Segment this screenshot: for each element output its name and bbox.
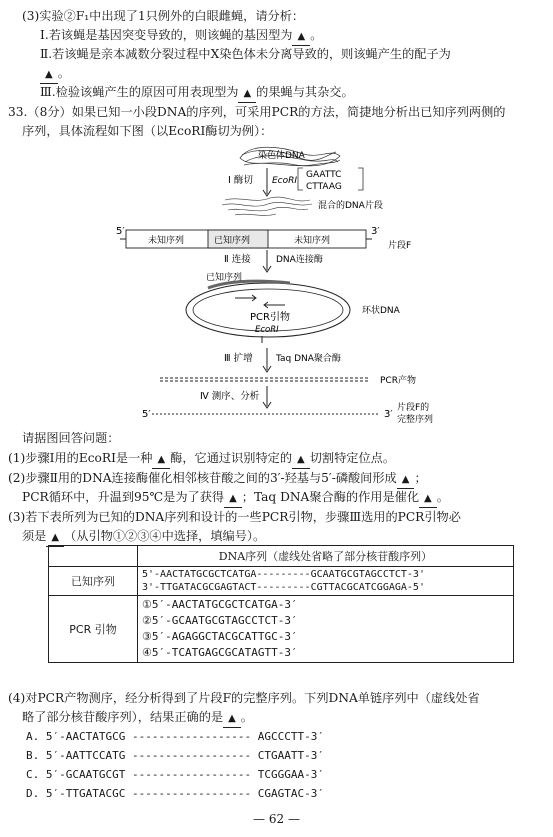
step2-label: Ⅱ 连接: [224, 254, 251, 265]
mixed-label: 混合的DNA片段: [318, 201, 383, 211]
svg-text:3′: 3′: [384, 409, 393, 420]
table-header: DNA序列（虚线处省略了部分核苷酸序列）: [138, 546, 514, 567]
blank-a2-3[interactable]: ▲: [419, 489, 437, 508]
q3-i-text: Ⅰ.若该蝇是基因突变导致的，则该蝇的基因型为: [40, 28, 293, 42]
q33-text: 33.（8分）如果已知一小段DNA的序列，可采用PCR的方法，简捷地分析出已知序列两侧的: [8, 105, 506, 119]
q33-text-2: 序列，具体流程如下图（以EcoRⅠ酶切为例）：: [22, 124, 273, 138]
step1-enzyme: EcoRⅠ: [272, 176, 298, 186]
q3-i-line: Ⅰ.若该蝇是基因突变导致的，则该蝇的基因型为 ▲ 。: [40, 27, 322, 46]
step4-label: Ⅳ 测序、分析: [200, 391, 260, 402]
full-seq-label-1: 片段F的: [397, 403, 430, 413]
primer-2: ②5′-GCAATGCGTAGCCTCT-3′: [142, 614, 298, 627]
a3-line2: 须是 ▲ （从引物①②③④中选择，填编号）。: [22, 528, 265, 547]
pcr-product-label: PCR产物: [380, 376, 416, 386]
option-a[interactable]: A. 5′-AACTATGCG ------------------ AGCCCTT-3′: [26, 730, 325, 743]
primer-row-label: PCR 引物: [49, 596, 138, 663]
blank-a3[interactable]: ▲: [46, 528, 64, 547]
known-seq-label: 已知序列: [206, 273, 243, 283]
step3-label: Ⅲ 扩增: [224, 353, 253, 364]
step1-label: Ⅰ 酶切: [228, 175, 253, 186]
q3-ii-line2: ▲ 。: [40, 65, 70, 84]
ring-dna-label: 环状DNA: [362, 306, 400, 316]
blank-a4[interactable]: ▲: [223, 709, 241, 728]
ligase-label: DNA连接酶: [276, 255, 323, 265]
a2b-line: PCR循环中，升温到95℃是为了获得 ▲ ；Taq DNA聚合酶的作用是催化 ▲ 。: [22, 489, 449, 508]
blank-a2-2[interactable]: ▲: [224, 489, 242, 508]
a4-line2: 略了部分核苷酸序列），结果正确的是 ▲ 。: [22, 709, 253, 728]
q3-text: (3)实验②F₁中出现了1只例外的白眼雌蝇，请分析：: [22, 9, 305, 23]
option-d[interactable]: D. 5′-TTGATACGC ------------------ CGAGTAC-3′: [26, 787, 325, 800]
svg-text:3′: 3′: [371, 226, 380, 237]
dna-sequence-table: [48, 545, 514, 663]
known-strand-2: 3'-TTGATACGCGAGTACT---------CGTTACGCATCGGAGA-5': [142, 582, 425, 593]
q3-iii-line: Ⅲ.检验该蝇产生的原因可用表现型为 ▲ 的果蝇与其杂交。: [40, 84, 354, 103]
blank-a1-1[interactable]: ▲: [152, 450, 170, 469]
unknown-seq-left: 未知序列: [148, 236, 185, 246]
known-seq-row-label: 已知序列: [49, 567, 138, 596]
table-row: [49, 596, 514, 663]
svg-text:5′: 5′: [116, 226, 125, 237]
pcr-flow-diagram: [0, 138, 553, 428]
page-number: — 62 —: [253, 812, 300, 826]
q3-ii-text: Ⅱ.若该蝇是亲本减数分裂过程中X染色体未分离导致的，则该蝇产生的配子为: [40, 47, 451, 61]
svg-text:5′: 5′: [142, 409, 151, 420]
blank-q3-i[interactable]: ▲: [292, 27, 310, 46]
table-row: [49, 567, 514, 596]
a4-text: (4)对PCR产物测序，经分析得到了片段F的完整序列。下列DNA单链序列中（虚线处省: [8, 691, 480, 705]
ring-enzyme-label: EcoRⅠ: [255, 325, 279, 335]
fragment-f-label: 片段F: [388, 241, 412, 251]
pcr-primer-label: PCR引物: [250, 312, 290, 323]
full-seq-label-2: 完整序列: [397, 415, 434, 425]
primer-3: ③5′-AGAGGCTACGCATTGC-3′: [142, 630, 298, 643]
site-top: GAATTC: [306, 170, 342, 180]
blank-q3-ii[interactable]: ▲: [40, 65, 58, 84]
a1-line: (1)步骤Ⅰ用的EcoRⅠ是一种 ▲ 酶，它通过识别特定的 ▲ 切割特定位点。: [8, 450, 395, 469]
blank-a2-1[interactable]: ▲: [397, 470, 415, 489]
option-b[interactable]: B. 5′-AATTCCATG ------------------ CTGAATT-3′: [26, 749, 325, 762]
a2-line: (2)步骤Ⅱ用的DNA连接酶催化相邻核苷酸之间的3′-羟基与5′-磷酸间形成 ▲ ；: [8, 470, 427, 489]
a3-text: (3)若下表所列为已知的DNA序列和设计的一些PCR引物，步骤Ⅲ选用的PCR引物必: [8, 510, 461, 524]
primer-1: ①5′-AACTATGCGCTCATGA-3′: [142, 598, 298, 611]
taq-label: Taq DNA聚合酶: [276, 354, 341, 364]
ask-text: 请据图回答问题：: [22, 431, 120, 445]
mixed-fragments-icon: [222, 197, 312, 215]
known-strand-1: 5'-AACTATGCGCTCATGA---------GCAATGCGTAGCCTCT-3': [142, 569, 425, 580]
unknown-seq-right: 未知序列: [294, 236, 331, 246]
known-seq-mid: 已知序列: [214, 236, 251, 246]
primer-4: ④5′-TCATGAGCGCATAGTT-3′: [142, 646, 298, 659]
option-c[interactable]: C. 5′-GCAATGCGT ------------------ TCGGGAA-3′: [26, 768, 325, 781]
blank-a1-2[interactable]: ▲: [292, 450, 310, 469]
blank-q3-iii[interactable]: ▲: [238, 84, 256, 103]
site-bottom: CTTAAG: [306, 182, 342, 192]
chromosome-label: 染色体DNA: [258, 151, 305, 161]
